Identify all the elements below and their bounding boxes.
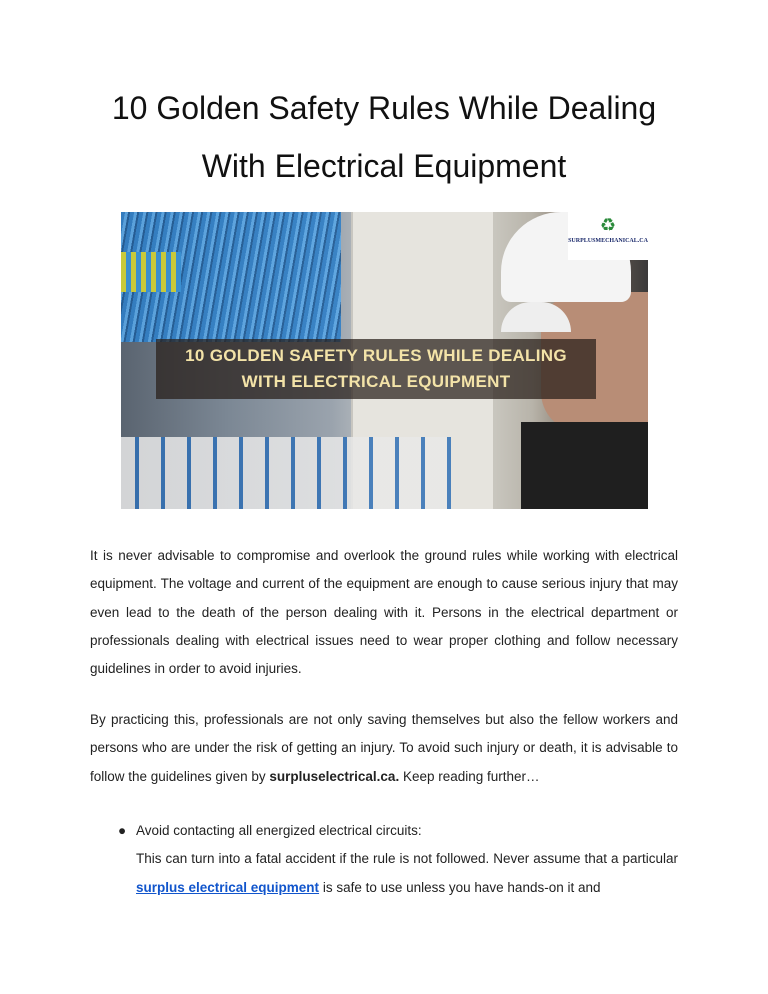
logo xyxy=(568,212,648,260)
surplus-equipment-link[interactable]: surplus electrical equipment xyxy=(136,879,320,895)
p2-text-end: Keep reading further… xyxy=(399,768,540,784)
site-name: surpluselectrical.ca. xyxy=(269,768,400,784)
list-item-text-end: is safe to use unless you have hands-on it and xyxy=(319,879,601,895)
bullet-icon: ● xyxy=(118,823,127,838)
banner-line-2: WITH ELECTRICAL EQUIPMENT xyxy=(241,372,511,391)
list-item xyxy=(136,817,678,902)
banner-line-1: 10 GOLDEN SAFETY RULES WHILE DEALING xyxy=(185,346,567,365)
document-title-line-1: 10 Golden Safety Rules While Dealing xyxy=(111,90,657,126)
list-item-heading: Avoid contacting all energized electrical circuits: xyxy=(136,823,422,838)
recycle-icon: ♻ xyxy=(599,215,617,235)
logo-text: SURPLUSMECHANICAL.CA xyxy=(568,238,648,244)
hero-image xyxy=(121,212,648,509)
worker-shirt-graphic xyxy=(521,422,648,509)
p2-text: By practicing this, professionals are not only saving themselves but also the fellow workers and persons who are under the risk of getting an injury. To avoid such injury or death, it is advisable to follow the guidelines given by xyxy=(90,712,678,784)
intro-paragraph: It is never advisable to compromise and overlook the ground rules while working with electrical equipment. The voltage and current of the equipment are enough to cause serious injury that may even lead to the death of the person dealing with it. Persons in the electrical department or professionals dealing with electrical issues need to wear proper clothing and follow necessary guidelines in order to avoid injuries. xyxy=(90,548,678,677)
second-paragraph xyxy=(90,706,678,791)
list-item-text: This can turn into a fatal accident if the rule is not followed. Never assume that a particular xyxy=(136,851,678,867)
breakers-graphic xyxy=(121,437,451,509)
document-title-line-2: With Electrical Equipment xyxy=(201,148,567,184)
hero-banner xyxy=(156,339,596,399)
terminal-graphic xyxy=(121,252,181,292)
